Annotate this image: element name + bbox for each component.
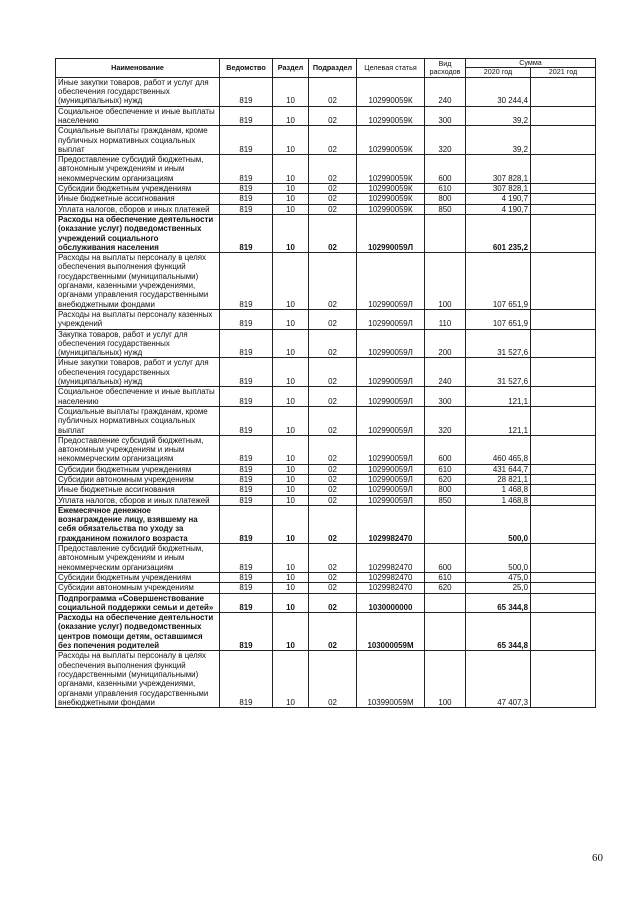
cell-razdel: 10 [273, 106, 309, 126]
cell-target: 102990059К [357, 106, 425, 126]
cell-razdel: 10 [273, 485, 309, 495]
cell-target: 102990059Л [357, 329, 425, 358]
cell-razdel: 10 [273, 309, 309, 329]
cell-sum-2020: 39,2 [466, 106, 531, 126]
cell-sum-2021 [531, 544, 596, 573]
cell-sum-2021 [531, 126, 596, 155]
cell-vid: 610 [425, 464, 466, 474]
header-vid: Вид расходов [425, 59, 466, 78]
cell-name: Субсидии бюджетным учреждениям [56, 464, 220, 474]
cell-vedomstvo: 819 [220, 194, 273, 204]
cell-vedomstvo: 819 [220, 184, 273, 194]
cell-target: 102990059К [357, 77, 425, 106]
cell-razdel: 10 [273, 464, 309, 474]
table-row [56, 253, 596, 310]
cell-razdel: 10 [273, 184, 309, 194]
cell-podrazdel: 02 [309, 613, 357, 651]
cell-sum-2020: 107 651,9 [466, 253, 531, 310]
table-row [56, 309, 596, 329]
table-row [56, 544, 596, 573]
cell-sum-2020: 4 190,7 [466, 194, 531, 204]
cell-name: Подпрограмма «Совершенствование социальной поддержки семьи и детей» [56, 593, 220, 613]
cell-target: 1029982470 [357, 505, 425, 543]
cell-vedomstvo: 819 [220, 106, 273, 126]
table-row [56, 155, 596, 184]
cell-vedomstvo: 819 [220, 406, 273, 435]
cell-name: Предоставление субсидий бюджетным, автономным учреждениям и иным некоммерческим организациям [56, 544, 220, 573]
cell-podrazdel: 02 [309, 505, 357, 543]
cell-vedomstvo: 819 [220, 358, 273, 387]
cell-sum-2021 [531, 77, 596, 106]
cell-sum-2020: 500,0 [466, 544, 531, 573]
header-podrazdel: Подраздел [309, 59, 357, 78]
cell-name: Субсидии бюджетным учреждениям [56, 572, 220, 582]
cell-vedomstvo: 819 [220, 495, 273, 505]
cell-sum-2021 [531, 329, 596, 358]
cell-target: 102990059Л [357, 358, 425, 387]
cell-sum-2021 [531, 583, 596, 593]
cell-vedomstvo: 819 [220, 387, 273, 407]
cell-podrazdel: 02 [309, 495, 357, 505]
cell-vid: 610 [425, 572, 466, 582]
cell-podrazdel: 02 [309, 214, 357, 252]
cell-podrazdel: 02 [309, 155, 357, 184]
cell-target: 103000059М [357, 613, 425, 651]
table-row [56, 214, 596, 252]
cell-sum-2020: 4 190,7 [466, 204, 531, 214]
cell-razdel: 10 [273, 387, 309, 407]
cell-razdel: 10 [273, 651, 309, 708]
cell-target: 102990059Л [357, 214, 425, 252]
cell-name: Закупка товаров, работ и услуг для обеспечения государственных (муниципальных) нужд [56, 329, 220, 358]
cell-name: Иные закупки товаров, работ и услуг для обеспечения государственных (муниципальных) нужд [56, 358, 220, 387]
cell-name: Субсидии бюджетным учреждениям [56, 184, 220, 194]
cell-name: Субсидии автономным учреждениям [56, 583, 220, 593]
cell-razdel: 10 [273, 613, 309, 651]
cell-vedomstvo: 819 [220, 651, 273, 708]
cell-target: 103990059М [357, 651, 425, 708]
cell-razdel: 10 [273, 155, 309, 184]
cell-sum-2020: 1 468,8 [466, 495, 531, 505]
cell-vid [425, 505, 466, 543]
cell-sum-2020: 47 407,3 [466, 651, 531, 708]
cell-vid [425, 613, 466, 651]
table-row [56, 329, 596, 358]
cell-vid: 300 [425, 106, 466, 126]
cell-sum-2020: 39,2 [466, 126, 531, 155]
cell-target: 1029982470 [357, 544, 425, 573]
table-body [56, 77, 596, 707]
cell-name: Иные закупки товаров, работ и услуг для обеспечения государственных (муниципальных) нужд [56, 77, 220, 106]
cell-razdel: 10 [273, 194, 309, 204]
cell-podrazdel: 02 [309, 204, 357, 214]
cell-vid: 800 [425, 194, 466, 204]
table-row [56, 464, 596, 474]
table-row [56, 495, 596, 505]
cell-sum-2020: 30 244,4 [466, 77, 531, 106]
cell-razdel: 10 [273, 126, 309, 155]
cell-vedomstvo: 819 [220, 505, 273, 543]
cell-name: Предоставление субсидий бюджетным, автономным учреждениям и иным некоммерческим организациям [56, 155, 220, 184]
cell-podrazdel: 02 [309, 309, 357, 329]
cell-vid: 300 [425, 387, 466, 407]
cell-razdel: 10 [273, 435, 309, 464]
cell-vedomstvo: 819 [220, 126, 273, 155]
header-name: Наименование [56, 59, 220, 78]
cell-target: 102990059Л [357, 495, 425, 505]
cell-name: Расходы на выплаты персоналу в целях обеспечения выполнения функций государственными (муниципальными) органами, казенными учреждениями, органами управления государственными внебюджетными фондами [56, 253, 220, 310]
cell-vedomstvo: 819 [220, 329, 273, 358]
header-year-2020: 2020 год [466, 68, 531, 77]
header-sum: Сумма [466, 59, 596, 68]
cell-name: Расходы на выплаты персоналу в целях обеспечения выполнения функций государственными (муниципальными) органами, казенными учреждениями, органами управления государственными внебюджетными фондами [56, 651, 220, 708]
table-row [56, 106, 596, 126]
cell-vedomstvo: 819 [220, 474, 273, 484]
cell-podrazdel: 02 [309, 253, 357, 310]
table-row [56, 613, 596, 651]
header-target: Целевая статья [357, 59, 425, 78]
cell-sum-2020: 1 468,8 [466, 485, 531, 495]
cell-vid: 240 [425, 358, 466, 387]
cell-podrazdel: 02 [309, 544, 357, 573]
cell-vid: 620 [425, 474, 466, 484]
cell-vid: 600 [425, 155, 466, 184]
cell-target: 102990059Л [357, 253, 425, 310]
cell-sum-2020: 475,0 [466, 572, 531, 582]
cell-razdel: 10 [273, 329, 309, 358]
header-vedomstvo: Ведомство [220, 59, 273, 78]
cell-name: Предоставление субсидий бюджетным, автономным учреждениям и иным некоммерческим организациям [56, 435, 220, 464]
cell-name: Расходы на обеспечение деятельности (оказание услуг) подведомственных учреждений социального обслуживания населения [56, 214, 220, 252]
cell-sum-2021 [531, 572, 596, 582]
cell-sum-2020: 107 651,9 [466, 309, 531, 329]
cell-sum-2021 [531, 387, 596, 407]
cell-sum-2021 [531, 106, 596, 126]
cell-podrazdel: 02 [309, 593, 357, 613]
cell-sum-2020: 121,1 [466, 406, 531, 435]
cell-vid: 600 [425, 435, 466, 464]
cell-podrazdel: 02 [309, 194, 357, 204]
cell-podrazdel: 02 [309, 106, 357, 126]
cell-vid: 320 [425, 126, 466, 155]
table-row [56, 358, 596, 387]
cell-vedomstvo: 819 [220, 583, 273, 593]
cell-vedomstvo: 819 [220, 253, 273, 310]
cell-sum-2021 [531, 406, 596, 435]
cell-podrazdel: 02 [309, 572, 357, 582]
table-row [56, 435, 596, 464]
cell-podrazdel: 02 [309, 387, 357, 407]
cell-vedomstvo: 819 [220, 464, 273, 474]
cell-razdel: 10 [273, 214, 309, 252]
cell-vid: 320 [425, 406, 466, 435]
cell-podrazdel: 02 [309, 474, 357, 484]
cell-target: 102990059Л [357, 387, 425, 407]
cell-name: Социальные выплаты гражданам, кроме публичных нормативных социальных выплат [56, 126, 220, 155]
cell-vedomstvo: 819 [220, 214, 273, 252]
cell-razdel: 10 [273, 474, 309, 484]
cell-sum-2021 [531, 184, 596, 194]
cell-sum-2020: 25,0 [466, 583, 531, 593]
cell-vedomstvo: 819 [220, 485, 273, 495]
cell-sum-2021 [531, 435, 596, 464]
cell-sum-2020: 460 465,8 [466, 435, 531, 464]
cell-vid [425, 593, 466, 613]
cell-target: 1030000000 [357, 593, 425, 613]
cell-razdel: 10 [273, 572, 309, 582]
cell-sum-2021 [531, 214, 596, 252]
table-row [56, 505, 596, 543]
cell-sum-2020: 65 344,8 [466, 593, 531, 613]
cell-razdel: 10 [273, 406, 309, 435]
cell-vedomstvo: 819 [220, 613, 273, 651]
cell-target: 102990059Л [357, 309, 425, 329]
cell-podrazdel: 02 [309, 651, 357, 708]
cell-name: Социальное обеспечение и иные выплаты населению [56, 106, 220, 126]
table-row [56, 406, 596, 435]
table-row [56, 77, 596, 106]
cell-target: 102990059Л [357, 474, 425, 484]
cell-sum-2021 [531, 651, 596, 708]
cell-sum-2021 [531, 155, 596, 184]
cell-podrazdel: 02 [309, 77, 357, 106]
cell-razdel: 10 [273, 544, 309, 573]
cell-sum-2021 [531, 204, 596, 214]
cell-sum-2021 [531, 613, 596, 651]
cell-sum-2020: 431 644,7 [466, 464, 531, 474]
cell-target: 1029982470 [357, 583, 425, 593]
cell-podrazdel: 02 [309, 406, 357, 435]
cell-target: 102990059Л [357, 485, 425, 495]
cell-podrazdel: 02 [309, 464, 357, 474]
cell-vedomstvo: 819 [220, 204, 273, 214]
cell-sum-2021 [531, 474, 596, 484]
cell-sum-2020: 31 527,6 [466, 358, 531, 387]
cell-target: 102990059К [357, 204, 425, 214]
cell-sum-2021 [531, 505, 596, 543]
cell-name: Социальные выплаты гражданам, кроме публичных нормативных социальных выплат [56, 406, 220, 435]
cell-sum-2020: 601 235,2 [466, 214, 531, 252]
page-number: 60 [592, 852, 603, 864]
budget-table [55, 58, 596, 708]
cell-razdel: 10 [273, 358, 309, 387]
cell-sum-2020: 65 344,8 [466, 613, 531, 651]
cell-sum-2020: 121,1 [466, 387, 531, 407]
cell-vid: 110 [425, 309, 466, 329]
cell-razdel: 10 [273, 583, 309, 593]
table-row [56, 593, 596, 613]
cell-target: 102990059Л [357, 435, 425, 464]
cell-name: Уплата налогов, сборов и иных платежей [56, 495, 220, 505]
cell-vedomstvo: 819 [220, 155, 273, 184]
cell-sum-2020: 28 821,1 [466, 474, 531, 484]
cell-vid: 100 [425, 651, 466, 708]
cell-vid [425, 214, 466, 252]
cell-target: 102990059К [357, 184, 425, 194]
table-row [56, 184, 596, 194]
table-row [56, 387, 596, 407]
table-row [56, 204, 596, 214]
table-row [56, 572, 596, 582]
cell-vid: 200 [425, 329, 466, 358]
cell-podrazdel: 02 [309, 485, 357, 495]
cell-target: 1029982470 [357, 572, 425, 582]
cell-vid: 600 [425, 544, 466, 573]
cell-name: Расходы на обеспечение деятельности (оказание услуг) подведомственных центров помощи детям, оставшимся без попечения родителей [56, 613, 220, 651]
cell-podrazdel: 02 [309, 435, 357, 464]
table-row [56, 651, 596, 708]
table-row [56, 126, 596, 155]
cell-sum-2021 [531, 194, 596, 204]
cell-vedomstvo: 819 [220, 572, 273, 582]
cell-sum-2021 [531, 464, 596, 474]
cell-vid: 610 [425, 184, 466, 194]
cell-target: 102990059К [357, 126, 425, 155]
cell-sum-2021 [531, 358, 596, 387]
cell-vid: 240 [425, 77, 466, 106]
cell-podrazdel: 02 [309, 583, 357, 593]
cell-vid: 100 [425, 253, 466, 310]
cell-sum-2020: 500,0 [466, 505, 531, 543]
cell-vid: 850 [425, 495, 466, 505]
cell-razdel: 10 [273, 204, 309, 214]
cell-podrazdel: 02 [309, 126, 357, 155]
cell-podrazdel: 02 [309, 358, 357, 387]
header-year-2021: 2021 год [531, 68, 596, 77]
cell-name: Субсидии автономным учреждениям [56, 474, 220, 484]
cell-razdel: 10 [273, 505, 309, 543]
table-header [56, 59, 596, 78]
cell-sum-2021 [531, 485, 596, 495]
cell-vid: 800 [425, 485, 466, 495]
cell-podrazdel: 02 [309, 184, 357, 194]
cell-name: Расходы на выплаты персоналу казенных учреждений [56, 309, 220, 329]
header-razdel: Раздел [273, 59, 309, 78]
cell-name: Иные бюджетные ассигнования [56, 485, 220, 495]
cell-target: 102990059К [357, 194, 425, 204]
cell-sum-2020: 307 828,1 [466, 184, 531, 194]
cell-target: 102990059Л [357, 464, 425, 474]
cell-sum-2020: 31 527,6 [466, 329, 531, 358]
table-row [56, 485, 596, 495]
cell-sum-2021 [531, 253, 596, 310]
cell-sum-2020: 307 828,1 [466, 155, 531, 184]
cell-sum-2021 [531, 495, 596, 505]
cell-target: 102990059Л [357, 406, 425, 435]
cell-name: Социальное обеспечение и иные выплаты населению [56, 387, 220, 407]
cell-name: Иные бюджетные ассигнования [56, 194, 220, 204]
table-row [56, 194, 596, 204]
cell-vedomstvo: 819 [220, 435, 273, 464]
cell-vid: 850 [425, 204, 466, 214]
cell-razdel: 10 [273, 77, 309, 106]
cell-target: 102990059К [357, 155, 425, 184]
cell-vedomstvo: 819 [220, 593, 273, 613]
cell-podrazdel: 02 [309, 329, 357, 358]
cell-razdel: 10 [273, 253, 309, 310]
cell-razdel: 10 [273, 593, 309, 613]
cell-vedomstvo: 819 [220, 77, 273, 106]
table-row [56, 583, 596, 593]
cell-razdel: 10 [273, 495, 309, 505]
cell-vid: 620 [425, 583, 466, 593]
cell-vedomstvo: 819 [220, 309, 273, 329]
cell-vedomstvo: 819 [220, 544, 273, 573]
cell-name: Уплата налогов, сборов и иных платежей [56, 204, 220, 214]
cell-name: Ежемесячное денежное вознаграждение лицу, взявшему на себя обязательства по уходу за гражданином пожилого возраста [56, 505, 220, 543]
cell-sum-2021 [531, 593, 596, 613]
cell-sum-2021 [531, 309, 596, 329]
table-row [56, 474, 596, 484]
